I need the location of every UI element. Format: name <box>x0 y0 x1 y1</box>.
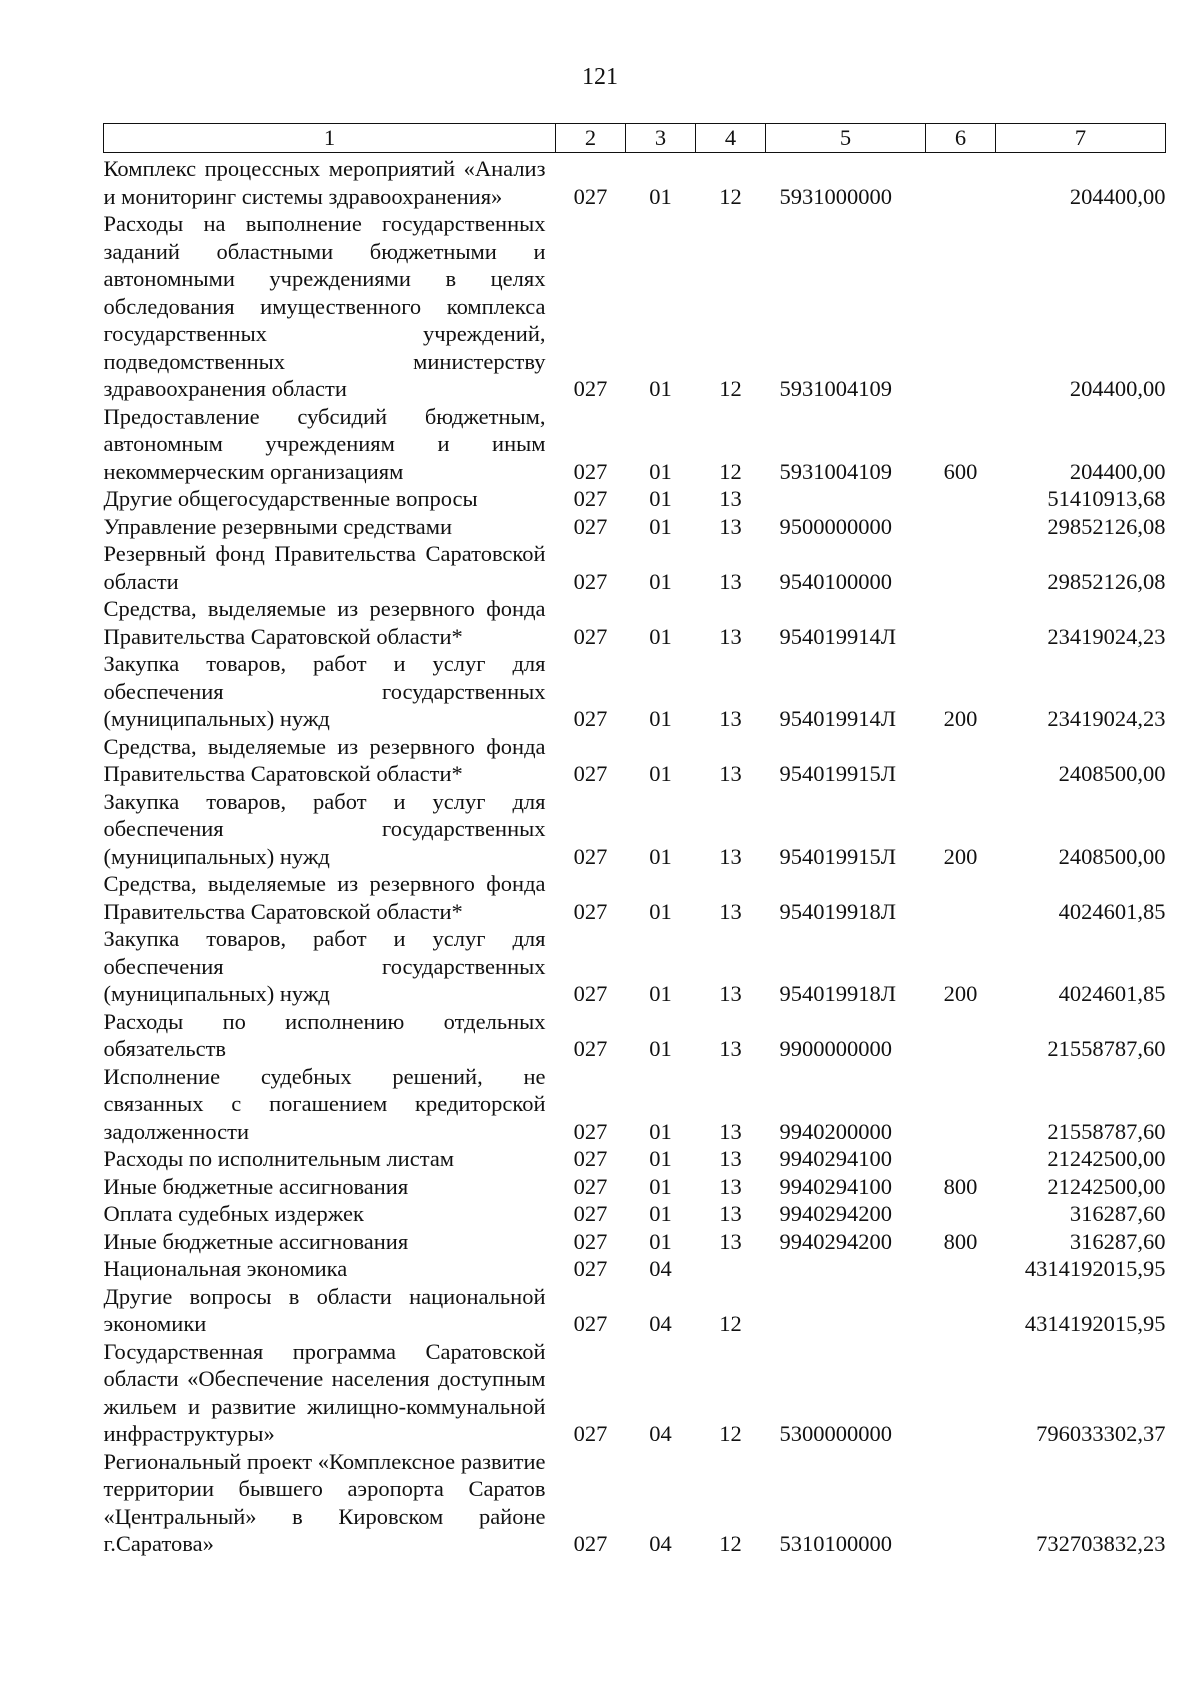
row-name: Средства, выделяемые из резервного фонда Правительства Саратовской области* <box>103 733 546 786</box>
code-target: 954019918Л <box>779 898 897 924</box>
amount: 23419024,23 <box>1047 623 1166 649</box>
table-row <box>104 733 1166 788</box>
amount: 2408500,00 <box>1058 761 1166 786</box>
code-target <box>766 485 926 513</box>
code-expense-type <box>926 513 996 541</box>
code-target: 9500000000 <box>779 513 892 539</box>
code-target: 5931000000 <box>779 183 892 209</box>
amount: 796033302,37 <box>1036 1421 1166 1446</box>
code-admin: 027 <box>573 1173 608 1199</box>
code-target: 9900000000 <box>779 1036 892 1061</box>
code-target: 5931004109 <box>779 458 892 484</box>
code-target: 5310100000 <box>779 1531 892 1556</box>
code-target: 954019915Л <box>779 761 897 786</box>
code-expense-type <box>926 1063 996 1146</box>
amount: 732703832,23 <box>1036 1531 1166 1556</box>
code-section: 01 <box>649 623 672 649</box>
code-target: 954019915Л <box>779 843 897 869</box>
code-expense-type <box>926 485 996 513</box>
code-subsection: 13 <box>719 513 742 539</box>
table-body <box>104 153 1166 1558</box>
code-admin: 027 <box>573 1228 608 1254</box>
code-section: 01 <box>649 183 672 209</box>
row-name: Предоставление субсидий бюджетным, автономным учреждениям и иным некоммерческим организациям <box>103 403 546 484</box>
code-admin: 027 <box>573 1531 608 1556</box>
row-name: Иные бюджетные ассигнования <box>103 1228 409 1254</box>
code-expense-type <box>926 870 996 925</box>
table-row <box>104 1338 1166 1448</box>
table-row <box>104 403 1166 486</box>
column-header-3: 3 <box>626 124 696 153</box>
code-admin: 027 <box>573 183 608 209</box>
code-subsection: 13 <box>719 568 742 594</box>
code-subsection: 13 <box>719 486 742 511</box>
code-subsection: 12 <box>719 1421 742 1446</box>
code-target: 5300000000 <box>779 1421 892 1446</box>
code-subsection: 13 <box>719 1036 742 1061</box>
code-target: 954019914Л <box>779 623 897 649</box>
code-target: 9940294100 <box>779 1146 892 1171</box>
code-section: 01 <box>649 843 672 869</box>
code-admin: 027 <box>573 706 608 731</box>
code-section: 04 <box>649 1531 672 1556</box>
table-row <box>104 1255 1166 1283</box>
code-admin: 027 <box>573 1036 608 1061</box>
table-row <box>104 1200 1166 1228</box>
code-admin: 027 <box>573 376 608 401</box>
code-target: 9940294200 <box>779 1228 892 1254</box>
code-subsection: 13 <box>719 981 742 1006</box>
table-row <box>104 650 1166 733</box>
code-section: 01 <box>649 1036 672 1061</box>
code-admin: 027 <box>573 1311 608 1336</box>
code-expense-type <box>926 1200 996 1228</box>
table-row <box>104 1283 1166 1338</box>
code-target <box>766 1283 926 1338</box>
amount: 4314192015,95 <box>1024 1311 1166 1336</box>
code-target: 9540100000 <box>779 568 892 594</box>
row-name: Расходы по исполнительным листам <box>103 1146 455 1171</box>
code-section: 01 <box>649 1201 672 1226</box>
table-row <box>104 1173 1166 1201</box>
row-name: Средства, выделяемые из резервного фонда Правительства Саратовской области* <box>103 871 546 924</box>
table-row <box>104 153 1166 211</box>
code-section: 04 <box>649 1256 672 1281</box>
code-admin: 027 <box>573 1421 608 1446</box>
row-name: Резервный фонд Правительства Саратовской области <box>103 541 546 594</box>
code-expense-type <box>926 153 996 211</box>
amount: 4024601,85 <box>1058 898 1166 924</box>
code-expense-type: 200 <box>943 981 978 1006</box>
code-target: 9940294100 <box>779 1173 892 1199</box>
table-row <box>104 925 1166 1008</box>
code-section: 04 <box>649 1311 672 1336</box>
code-target: 954019914Л <box>779 706 897 731</box>
code-target: 5931004109 <box>779 376 892 401</box>
column-header-6: 6 <box>926 124 996 153</box>
table-row <box>104 870 1166 925</box>
code-subsection: 13 <box>719 1173 742 1199</box>
table-row <box>104 788 1166 871</box>
amount: 4314192015,95 <box>1024 1256 1166 1281</box>
code-expense-type: 200 <box>943 706 978 731</box>
row-name: Комплекс процессных мероприятий «Анализ и мониторинг системы здравоохранения» <box>103 156 546 209</box>
amount: 4024601,85 <box>1058 981 1166 1006</box>
code-expense-type <box>926 1338 996 1448</box>
amount: 23419024,23 <box>1047 706 1166 731</box>
row-name: Региональный проект «Комплексное развитие территории бывшего аэропорта Саратов «Центральный» в Кировском районе г.Саратова» <box>103 1448 546 1556</box>
table-row <box>104 1448 1166 1558</box>
column-header-5: 5 <box>766 124 926 153</box>
code-subsection: 13 <box>719 843 742 869</box>
code-section: 01 <box>649 458 672 484</box>
row-name: Управление резервными средствами <box>103 513 453 539</box>
code-section: 04 <box>649 1421 672 1446</box>
code-subsection: 12 <box>719 1311 742 1336</box>
amount: 51410913,68 <box>1047 486 1166 511</box>
code-subsection: 13 <box>719 1228 742 1254</box>
code-expense-type <box>926 540 996 595</box>
code-expense-type <box>926 733 996 788</box>
table-row <box>104 1008 1166 1063</box>
code-expense-type <box>926 1448 996 1558</box>
row-name: Национальная экономика <box>103 1256 348 1281</box>
code-admin: 027 <box>573 568 608 594</box>
code-subsection: 13 <box>719 898 742 924</box>
code-target: 954019918Л <box>779 981 897 1006</box>
code-expense-type <box>926 1008 996 1063</box>
table-row <box>104 595 1166 650</box>
table-row <box>104 1228 1166 1256</box>
code-admin: 027 <box>573 1201 608 1226</box>
row-name: Средства, выделяемые из резервного фонда Правительства Саратовской области* <box>103 596 546 649</box>
code-expense-type <box>926 1283 996 1338</box>
column-header-7: 7 <box>996 124 1166 153</box>
column-header-4: 4 <box>696 124 766 153</box>
amount: 21242500,00 <box>1047 1146 1166 1171</box>
amount: 21558787,60 <box>1047 1036 1166 1061</box>
code-section: 01 <box>649 1173 672 1199</box>
code-section: 01 <box>649 486 672 511</box>
code-admin: 027 <box>573 1118 608 1144</box>
row-name: Другие вопросы в области национальной экономики <box>103 1283 546 1336</box>
amount: 21242500,00 <box>1047 1173 1166 1199</box>
code-section: 01 <box>649 1146 672 1171</box>
code-section: 01 <box>649 706 672 731</box>
code-subsection: 12 <box>719 183 742 209</box>
code-section: 01 <box>649 761 672 786</box>
code-subsection: 13 <box>719 1201 742 1226</box>
amount: 2408500,00 <box>1058 843 1166 869</box>
amount: 316287,60 <box>1069 1228 1166 1254</box>
code-section: 01 <box>649 513 672 539</box>
code-expense-type <box>926 210 996 403</box>
code-section: 01 <box>649 1228 672 1254</box>
code-admin: 027 <box>573 1146 608 1171</box>
code-admin: 027 <box>573 898 608 924</box>
code-admin: 027 <box>573 513 608 539</box>
table-row <box>104 1145 1166 1173</box>
code-subsection: 12 <box>719 376 742 401</box>
code-expense-type: 800 <box>943 1228 978 1254</box>
code-section: 01 <box>649 568 672 594</box>
code-subsection <box>696 1255 766 1283</box>
code-expense-type <box>926 595 996 650</box>
code-subsection: 13 <box>719 1146 742 1171</box>
code-subsection: 13 <box>719 761 742 786</box>
column-header-2: 2 <box>556 124 626 153</box>
code-admin: 027 <box>573 761 608 786</box>
amount: 204400,00 <box>1069 376 1166 401</box>
code-expense-type <box>926 1255 996 1283</box>
code-admin: 027 <box>573 981 608 1006</box>
amount: 29852126,08 <box>1047 568 1166 594</box>
code-section: 01 <box>649 981 672 1006</box>
code-expense-type: 800 <box>943 1173 978 1199</box>
code-section: 01 <box>649 376 672 401</box>
code-subsection: 13 <box>719 623 742 649</box>
code-target: 9940200000 <box>779 1118 892 1144</box>
row-name: Расходы по исполнению отдельных обязательств <box>103 1008 546 1061</box>
table-header <box>104 124 1166 153</box>
code-target <box>766 1255 926 1283</box>
row-name: Исполнение судебных решений, не связанных с погашением кредиторской задолженности <box>103 1063 546 1144</box>
amount: 316287,60 <box>1069 1201 1166 1226</box>
header-row <box>104 124 1166 153</box>
row-name: Государственная программа Саратовской области «Обеспечение населения доступным жильем и развитие жилищно-коммунальной инфраструктуры» <box>103 1338 546 1446</box>
budget-table <box>103 123 1166 1558</box>
amount: 29852126,08 <box>1047 513 1166 539</box>
row-name: Оплата судебных издержек <box>103 1201 364 1226</box>
table-row <box>104 540 1166 595</box>
row-name: Расходы на выполнение государственных заданий областными бюджетными и автономными учреждениями в целях обследования имущественного комплекса государственных учреждений, подведомственных министерству здравоохранения области <box>103 211 546 401</box>
column-header-1: 1 <box>104 124 556 153</box>
code-section: 01 <box>649 898 672 924</box>
code-admin: 027 <box>573 843 608 869</box>
code-subsection: 12 <box>719 458 742 484</box>
code-expense-type <box>926 1145 996 1173</box>
code-section: 01 <box>649 1118 672 1144</box>
amount: 204400,00 <box>1069 183 1166 209</box>
row-name: Закупка товаров, работ и услуг для обеспечения государственных (муниципальных) нужд <box>103 788 546 869</box>
code-admin: 027 <box>573 486 608 511</box>
code-expense-type: 200 <box>943 843 978 869</box>
table-row <box>104 210 1166 403</box>
code-admin: 027 <box>573 458 608 484</box>
amount: 21558787,60 <box>1047 1118 1166 1144</box>
row-name: Закупка товаров, работ и услуг для обеспечения государственных (муниципальных) нужд <box>103 651 546 731</box>
row-name: Иные бюджетные ассигнования <box>103 1173 409 1199</box>
code-subsection: 13 <box>719 706 742 731</box>
code-admin: 027 <box>573 623 608 649</box>
table-row <box>104 513 1166 541</box>
code-admin: 027 <box>573 1256 608 1281</box>
code-subsection: 12 <box>719 1531 742 1556</box>
page-number: 121 <box>582 64 618 90</box>
row-name: Другие общегосударственные вопросы <box>103 486 478 511</box>
row-name: Закупка товаров, работ и услуг для обеспечения государственных (муниципальных) нужд <box>103 926 546 1006</box>
table-row <box>104 1063 1166 1146</box>
code-target: 9940294200 <box>779 1201 892 1226</box>
code-expense-type: 600 <box>943 458 978 484</box>
code-subsection: 13 <box>719 1118 742 1144</box>
table-row <box>104 485 1166 513</box>
amount: 204400,00 <box>1069 458 1166 484</box>
